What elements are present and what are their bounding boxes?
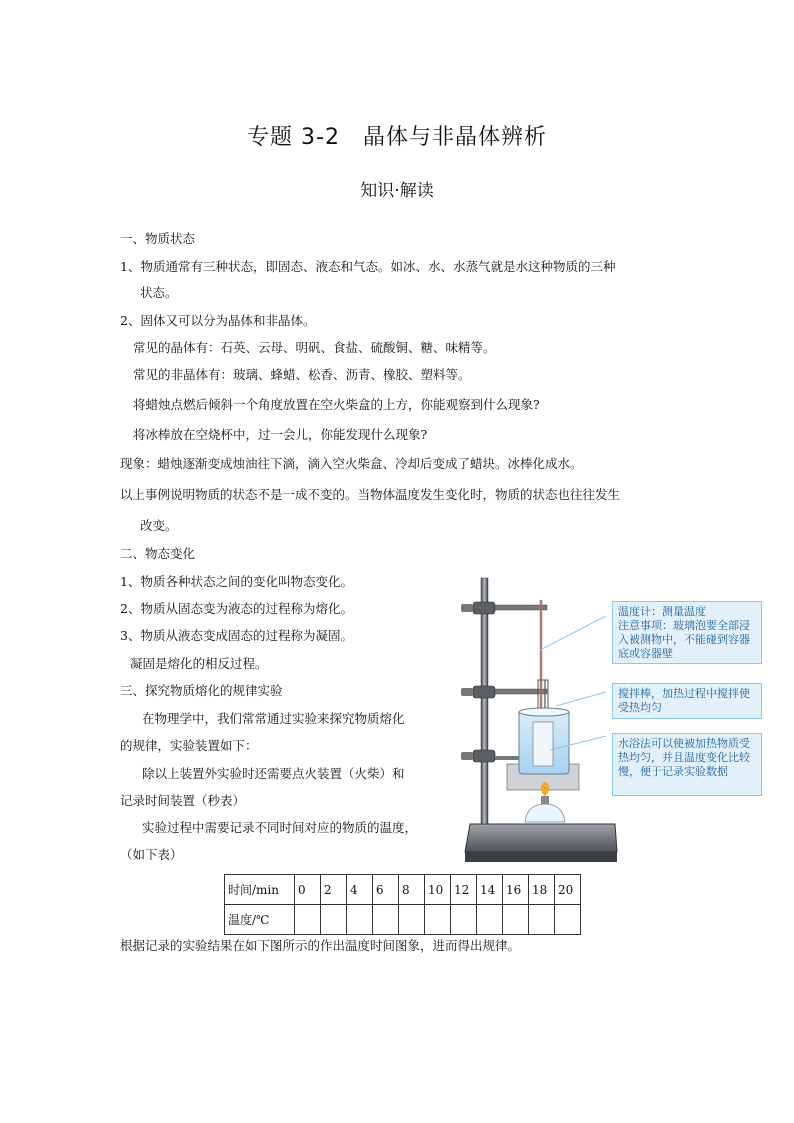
callout-thermometer <box>612 601 762 664</box>
time-cell: 14 <box>477 875 503 905</box>
paragraph: 3、物质从液态变成固态的过程称为凝固。 <box>120 628 353 643</box>
section-heading-states: 一、物质状态 <box>120 231 196 246</box>
section-heading-experiment: 三、探究物质熔化的规律实验 <box>120 683 283 698</box>
temp-cell[interactable] <box>373 905 399 935</box>
callout-thermometer-text: 温度计：测量温度 注意事项：玻璃泡要全部浸入被测物中，不能碰到容器底或容器壁 <box>618 605 750 660</box>
time-cell: 10 <box>425 875 451 905</box>
callout-stirring-rod-text: 搅拌棒，加热过程中搅拌使受热均匀 <box>618 687 750 714</box>
time-cell: 0 <box>295 875 321 905</box>
data-table <box>224 874 581 935</box>
temp-header: 温度/℃ <box>225 905 295 935</box>
callout-water-bath <box>612 733 762 796</box>
paragraph: 凝固是熔化的相反过程。 <box>130 656 268 671</box>
observation: 现象：蜡烛逐渐变成烛油往下滴，滴入空火柴盒、冷却后变成了蜡块。冰棒化成水。 <box>120 456 583 471</box>
callout-water-bath-text: 水浴法可以使被加热物质受热均匀，并且温度变化比较慢，便于记录实验数据 <box>618 737 750 778</box>
time-cell: 20 <box>555 875 581 905</box>
paragraph: 除以上装置外实验时还需要点火装置（火柴）和 <box>142 766 405 781</box>
page-title: 专题 3-2 晶体与非晶体辨析 <box>247 125 547 150</box>
temp-cell[interactable] <box>477 905 503 935</box>
middle-clamp <box>461 686 547 698</box>
callout-leaders <box>540 600 610 760</box>
paragraph: 根据记录的实验结果在如下图所示的作出温度时间图象，进而得出规律。 <box>120 938 521 953</box>
paragraph: 常见的晶体有：石英、云母、明矾、食盐、硫酸铜、糖、味精等。 <box>133 340 496 355</box>
temp-cell[interactable] <box>295 905 321 935</box>
time-cell: 4 <box>347 875 373 905</box>
paragraph: 实验过程中需要记录不同时间对应的物质的温度， <box>142 820 418 835</box>
time-cell: 8 <box>399 875 425 905</box>
temp-cell[interactable] <box>425 905 451 935</box>
paragraph: 以上事例说明物质的状态不是一成不变的。当物体温度发生变化时，物质的状态也往往发生 <box>120 487 621 502</box>
paragraph: 状态。 <box>140 285 178 300</box>
time-cell: 2 <box>321 875 347 905</box>
paragraph: （如下表） <box>120 847 183 862</box>
paragraph: 1、物质通常有三种状态，即固态、液态和气态。如冰、水、水蒸气就是水这种物质的三种 <box>120 259 616 274</box>
section-heading-changes: 二、物态变化 <box>120 546 196 561</box>
paragraph: 记录时间装置（秒表） <box>120 793 246 808</box>
table-row <box>225 905 581 935</box>
stand-base <box>465 824 617 862</box>
paragraph: 改变。 <box>140 518 178 533</box>
question: 将冰棒放在空烧杯中，过一会儿，你能发现什么现象? <box>133 427 428 442</box>
temp-cell[interactable] <box>555 905 581 935</box>
temp-cell[interactable] <box>399 905 425 935</box>
paragraph: 1、物质各种状态之间的变化叫物态变化。 <box>120 574 353 589</box>
question: 将蜡烛点燃后倾斜一个角度放置在空火柴盒的上方，你能观察到什么现象? <box>133 397 540 412</box>
paragraph: 2、物质从固态变为液态的过程称为熔化。 <box>120 601 353 616</box>
page-subtitle: 知识·解读 <box>360 181 434 201</box>
temp-cell[interactable] <box>451 905 477 935</box>
temp-cell[interactable] <box>529 905 555 935</box>
time-cell: 12 <box>451 875 477 905</box>
stand-rod <box>481 578 488 824</box>
time-cell: 16 <box>503 875 529 905</box>
callout-stirring-rod <box>612 683 762 719</box>
temp-cell[interactable] <box>347 905 373 935</box>
upper-clamp <box>461 602 547 614</box>
paragraph: 常见的非晶体有：玻璃、蜂蜡、松香、沥青、橡胶、塑料等。 <box>133 367 471 382</box>
paragraph: 在物理学中，我们常常通过实验来探究物质熔化 <box>142 711 405 726</box>
time-cell: 6 <box>373 875 399 905</box>
time-cell: 18 <box>529 875 555 905</box>
temp-cell[interactable] <box>503 905 529 935</box>
paragraph: 的规律，实验装置如下： <box>120 738 258 753</box>
table-row <box>225 875 581 905</box>
paragraph: 2、固体又可以分为晶体和非晶体。 <box>120 313 316 328</box>
temp-cell[interactable] <box>321 905 347 935</box>
time-header: 时间/min <box>225 875 295 905</box>
